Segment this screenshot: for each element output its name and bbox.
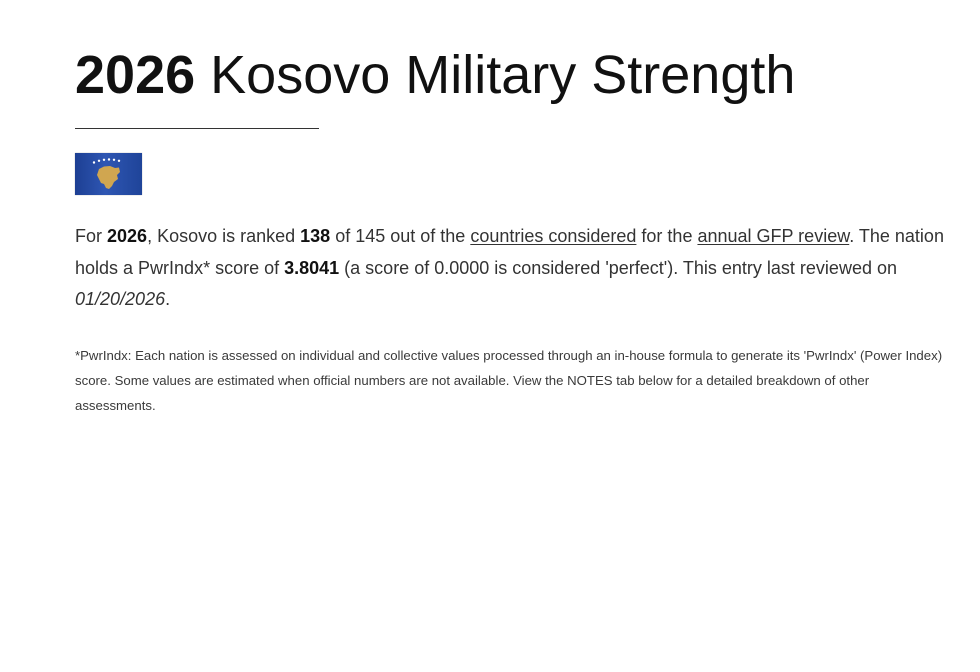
kosovo-flag-icon (75, 153, 142, 195)
ranking-summary: For 2026, Kosovo is ranked 138 of 145 out of the countries considered for the annual GFP review. The nation holds a PwrIndx* score of 3.8041 (a score of 0.0000 is considered 'perfect'). This entry last reviewed on 01/20/2026. (75, 226, 944, 309)
annual-review-link[interactable]: annual GFP review (697, 226, 850, 246)
countries-considered-link[interactable]: countries considered (470, 226, 637, 246)
page-title (75, 40, 795, 110)
page-title-text: Kosovo Military Strength (210, 45, 796, 105)
summary-year: 2026 (107, 226, 148, 246)
rank-value: 138 (300, 226, 331, 246)
pwrindx-footnote: *PwrIndx: Each nation is assessed on individual and collective values processed through an in-house formula to generate its 'PwrIndx' (Power Index) score. Some values are estimated when official numbers are not available. View the NOTES tab below for a detailed breakdown of other assessments. (75, 348, 943, 413)
page-title-year: 2026 (75, 45, 196, 105)
title-divider (75, 128, 319, 129)
pwrindx-score: 3.8041 (284, 257, 340, 278)
review-date: 01/20/2026 (75, 289, 166, 309)
